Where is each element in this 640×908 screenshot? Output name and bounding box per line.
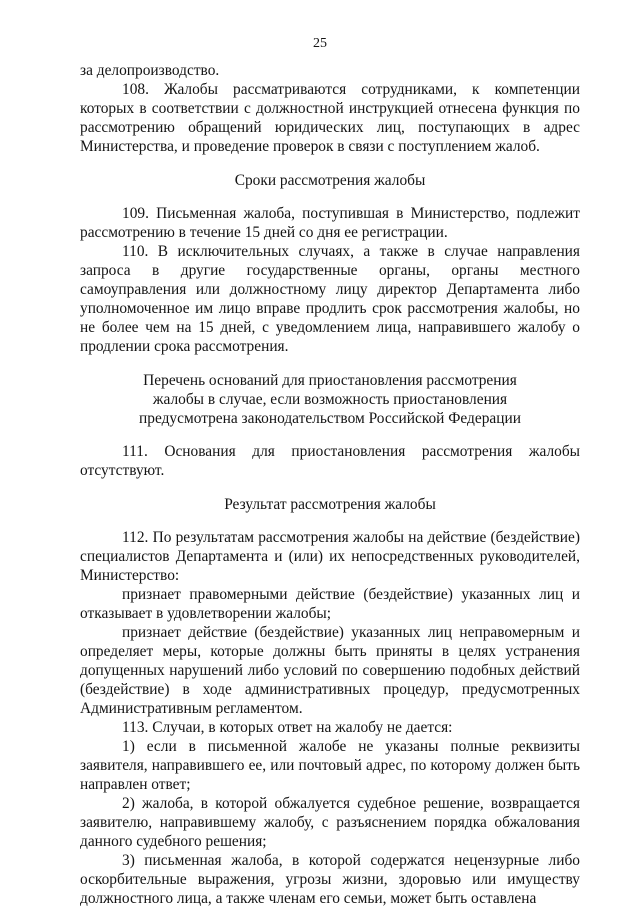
paragraph: 1) если в письменной жалобе не указаны полные реквизиты заявителя, направившего ее, или почтовый адрес, по которому должен быть направлен ответ; bbox=[80, 738, 580, 793]
paragraph: 110. В исключительных случаях, а также в случае направления запроса в другие государственные органы, органы местного самоуправления или должностному лицу директор Департамента либо уполномоченное им лицо вправе продлить срок рассмотрения жалобы, но не более чем на 15 дней, с уведомлением лица, направившего жалобу о продлении срока рассмотрения. bbox=[80, 243, 580, 355]
paragraph: 111. Основания для приостановления рассмотрения жалобы отсутствуют. bbox=[80, 443, 580, 479]
section-heading: Сроки рассмотрения жалобы bbox=[234, 172, 426, 189]
paragraph: 3) письменная жалоба, в которой содержатся нецензурные либо оскорбительные выражения, угрозы жизни, здоровью или имуществу должностного лица, а также членам его семьи, может быть оставлена bbox=[80, 852, 580, 907]
paragraph: 108. Жалобы рассматриваются сотрудниками, к компетенции которых в соответствии с должностной инструкцией отнесена функция по рассмотрению обращений юридических лиц, поступающих в адрес Министерства, и проведение проверок в связи с поступлением жалоб. bbox=[80, 81, 580, 155]
paragraph: 113. Случаи, в которых ответ на жалобу не дается: bbox=[122, 719, 453, 736]
section-heading: Результат рассмотрения жалобы bbox=[224, 496, 436, 513]
paragraph: 109. Письменная жалоба, поступившая в Министерство, подлежит рассмотрению в течение 15 дней со дня ее регистрации. bbox=[80, 205, 580, 241]
paragraph: за делопроизводство. bbox=[80, 62, 220, 79]
paragraph: 112. По результатам рассмотрения жалобы на действие (бездействие) специалистов Департамента и (или) их непосредственных руководителей, Министерство: bbox=[80, 529, 580, 584]
page-number: 25 bbox=[313, 36, 327, 51]
document-body bbox=[80, 61, 580, 908]
paragraph: признает правомерными действие (бездействие) указанных лиц и отказывает в удовлетворении жалобы; bbox=[80, 586, 580, 622]
paragraph: признает действие (бездействие) указанных лиц неправомерным и определяет меры, которые должны быть приняты в целях устранения допущенных нарушений либо условий по совершению подобных действий (бездействие) в ходе административных процедур, предусмотренных Административным регламентом. bbox=[80, 624, 580, 717]
section-heading: Перечень оснований для приостановления рассмотрения жалобы в случае, если возможность приостановления предусмотрена законодательством Российской Федерации bbox=[139, 372, 521, 427]
paragraph: 2) жалоба, в которой обжалуется судебное решение, возвращается заявителю, направившему жалобу, с разъяснением порядка обжалования данного судебного решения; bbox=[80, 795, 580, 850]
